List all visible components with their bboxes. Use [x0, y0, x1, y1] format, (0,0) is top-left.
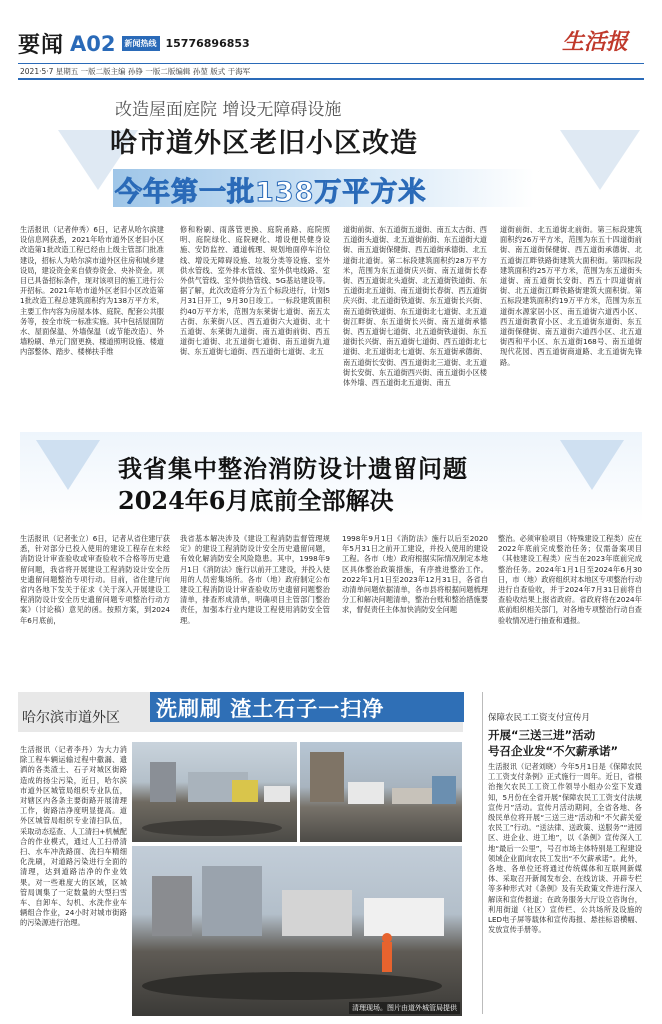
decor-arrow-right [560, 130, 640, 190]
story4-kicker: 保障农民工工资支付宣传月 [488, 713, 591, 723]
masthead-rule [18, 63, 644, 64]
story3-headline: 洗刷刷 渣土石子一扫净 [156, 697, 385, 721]
story3-location: 哈尔滨市道外区 [22, 710, 120, 726]
dateline: 2021·5·7 星期五 一版二版主编 孙铮 一版二版编辑 孙堃 版式 于海军 [20, 67, 251, 76]
masthead-left [18, 28, 250, 59]
story3-photo-1 [132, 742, 297, 842]
story1-kicker: 改造屋面庭院 增设无障碍设施 [115, 100, 342, 120]
story2-col1: 生活报讯（记者张立）6日，记者从省住建厅获悉，针对部分已投入使用的建设工程存在未经消防设计审查验收或审查验收不合格等历史遗留问题，我省将开展建设工程消防设计安全历史遗留问题整治专项行动。目前，省住建厅向省内各地下发关于征求《关于深入开展建设工程消防设计安全历史遗留问题专项整治行动方案》（讨论稿）意见的函。按照方案，到2024年6月底前， [20, 534, 170, 625]
story2-col2: 我省基本解决涉及《建设工程消防监督管理规定》的建设工程消防设计安全历史遗留问题，有效化解消防安全风险隐患。其中，1998年9月1日《消防法》施行以前开工建设，并投入使用的人员密集场所。各市（地）政府制定公布建设工程消防设计审查验收历史遗留问题整治清单，排查形成清单，明确项目主管部门整治责任，加强本行业内建设工程使用消防安全管理。 [180, 534, 330, 625]
decor-arrow-right-2 [560, 440, 624, 490]
photo1-illustration [132, 742, 297, 842]
section-name: 要闻 [18, 32, 65, 58]
story1-headline: 哈市道外区老旧小区改造 [110, 128, 418, 159]
photo3-illustration [132, 846, 462, 1016]
story2-col3: 1998年9月1日《消防法》施行以后至2020年5月31日之前开工建设，并投入使用的建设工程。各市（地）政府根据实际情况制定本地区具体整治政策措施，有序推进整治工作。2022年1月1日至2023年12月31日，各省自动清单问题依据清单，各市县将根据问题梳理分工和解决问题清单，整治台账和整治措施要求，督促责任主体加快消防安全问题 [342, 534, 488, 615]
story3-photo-3 [132, 846, 462, 1016]
story1-col4: 道街前街、北五道街北前街。第三标段建筑面积约26万平方米，范围为东五十四道街前街、南五道街保健街、西五道街承德街、北五道街江畔铁路街建筑大面积街。第四标段建筑面积约25万平方米，范围为东五道街头道街、南五道街长安街、西五十四道街前街、北五道街江畔铁路街建筑大面积街。第五标段建筑面积约19万平方米，范围为东五道街水源家居小区、南五道街六道西小区、西五道街教育小区、北五道街东道街、东五道街保健街、南五道街六道西小区、北五道街西和平小区、东五道街168号、南五道街现代花园、西五道街商道路、北五道街先锋路。 [500, 225, 642, 367]
hotline-label: 新闻热线 [122, 36, 160, 51]
story4-headline-1: 开展“三送三进”活动 [488, 728, 596, 742]
paper-logo: 生活报 [561, 29, 628, 55]
story2-headline-1: 我省集中整治消防设计遗留问题 [118, 454, 468, 483]
story2-col4: 整治。必须审验项目（特殊建设工程类）应在2022年底前完成整治任务；仅需备案项目（其他建设工程类）应当在2023年底前完成整治任务。2024年1月1日至2024年6月30日，市（地）政府组织对本地区专项整治行动进行自查验收，并于2024年7月31日前将自查验收结果上报省政府。省政府将在2024年底前组织相关部门，对各地专项整治行动自查验收情况进行抽查和通报。 [498, 534, 642, 625]
story1-col2: 修和粉刷、雨落管更换、庭院甬路、庭院照明、庭院绿化、庭院硬化、增设便民健身设施、安防监控、通道梳理、规划地面停车泊位线、增设无障碍设施、垃圾分类等设施、室外供水管线、室外排水管线、室外供电线路、室外供气管线、室外供热管线、5G基站建设等。据了解，此次改造将分为五个标段进行，计划5月31日开工，9月30日竣工。一标段建筑面积约40万平方米，范围为东莱街七道街、南五太古街、东莱街八区、西五道街六大道街、北十五道街、东莱街九道街、南五道街前街、西五道街七道街、北五道街七道街、南五道街九道街、东五道街七道街、西五道街七道街、北五 [180, 225, 330, 357]
story2-headline-2: 2024年6月底前全部解决 [118, 486, 394, 515]
decor-arrow-left-2 [36, 440, 100, 490]
photo2-illustration [300, 742, 462, 842]
story4-headline-2: 号召企业发“不欠薪承诺” [488, 744, 619, 758]
story1-col1: 生活报讯（记者仲秀）6日，记者从哈尔滨建设信息网获悉，2021年哈市道外区老旧小区改造第1批改造工程已经由上级主管部门批准建设，招标人为哈尔滨市道外区住房和城乡建设局，建设资金来自债券资金、央补资金。项目已具备招标条件，现对该项目的施工进行公开招标。2021年哈市道外区老旧小区改造第1批改造工程总建筑面积约为138万平方米，主要工作内容为房屋本体、庭院、配套公共服务等，按全市统一标准实施。其中包括屋面防水、屋面保温、外墙保温（或节能改造）、外墙粉刷、单元门窗更换、楼道照明设施、楼道内部整体、踏步、楼梯扶手维 [20, 225, 164, 357]
story1-subhead: 今年第一批138万平方米 [115, 177, 427, 208]
story3-text: 生活报讯（记者李丹）为大力消除工程车辆运输过程中撒漏、遗洒的各类渣土、石子对城区街路造成的扬尘污染，近日，哈尔滨市道外区城管局组织专业队伍，对辖区内各条主要街路开展清理工作，街路洁净度明显提高。道外区城管局组织专业清扫队伍，采取动态巡查、人工清扫+机械配合的作业模式，通过人工扫帚清扫、水车冲洗路面、洗扫车精细化洗刷，对道路污染进行全面的清理，达到道路洁净的作业效果。对一些难度大的区域，区城管局调集了一定数量的大型扫雪车、自卸车、勾机、水洗作业车辆组合作业，24小时对城市街路的污染源进行治理。 [20, 745, 127, 928]
page-number: A02 [70, 31, 116, 56]
column-divider [482, 692, 483, 1014]
story1-col3: 道街前街、东五道街五道街、南五太古街、西五道街头道街、北五道街前街、东五道街大道街、南五道街保健街、西五道街承德街、北五道街北道街。第二标段建筑面积约28万平方米，范围为东五道街庆兴街、南五道街长春街、西五道街北头道街、北五道街铁道街、东五道街北五道街、南五道街长春街、西五道街庆兴街、北五道街铁道街、东五道街长兴街、南五道街铁道街、东五道街北七道街、北五道街江畔街、东五道街长兴街、南五道街承德街、西五道街七道街、北五道街铁道街、东五道街长兴街、南五道街七道街、西五道街北七道街、北五道街北七道街、东五道街承德街、南五道街长安街、西五道街北三道街、北五道街长安街、东五道街西兴街、南五道街小区楼体外墙、西五道街北五道街、南五 [343, 225, 487, 388]
masthead-rule-2 [18, 78, 644, 80]
photo-caption: 清理现场。图片由道外城管局提供 [349, 1002, 460, 1014]
hotline-number: 15776896853 [165, 37, 250, 50]
story4-text: 生活报讯（记者刘晓）今年5月1日是《保障农民工工资支付条例》正式施行一周年。近日，省根治拖欠农民工工资工作领导小组办公室下发通知，5月份在全省开展“保障农民工工资支付法规宣传月”活动。宣传月活动期间，全省各地、各级民单位将开展“三送三进”活动和“不欠薪关爱农民工”行动。“送法律、送政策、送服务”“进园区、进企业、进工地”，以《条例》宣传深入工地“最后一公里”，号召市场主体特别是工程建设领域企业面向农民工发出“不欠薪承诺”。此外，各地、各单位还将通过传统媒体和互联网新媒体、采取召开新闻发布会、在线访谈、开辟专栏等多种形式对《条例》及有关政策文件进行深入解读和宣传报道；在政务服务大厅设立咨询台，利用街道（社区）宣传栏、公共场所及设施的LED电子屏等载体和宣传海报、悬挂标语横幅、发放宣传手册等。 [488, 762, 642, 935]
story3-photo-2 [300, 742, 462, 842]
